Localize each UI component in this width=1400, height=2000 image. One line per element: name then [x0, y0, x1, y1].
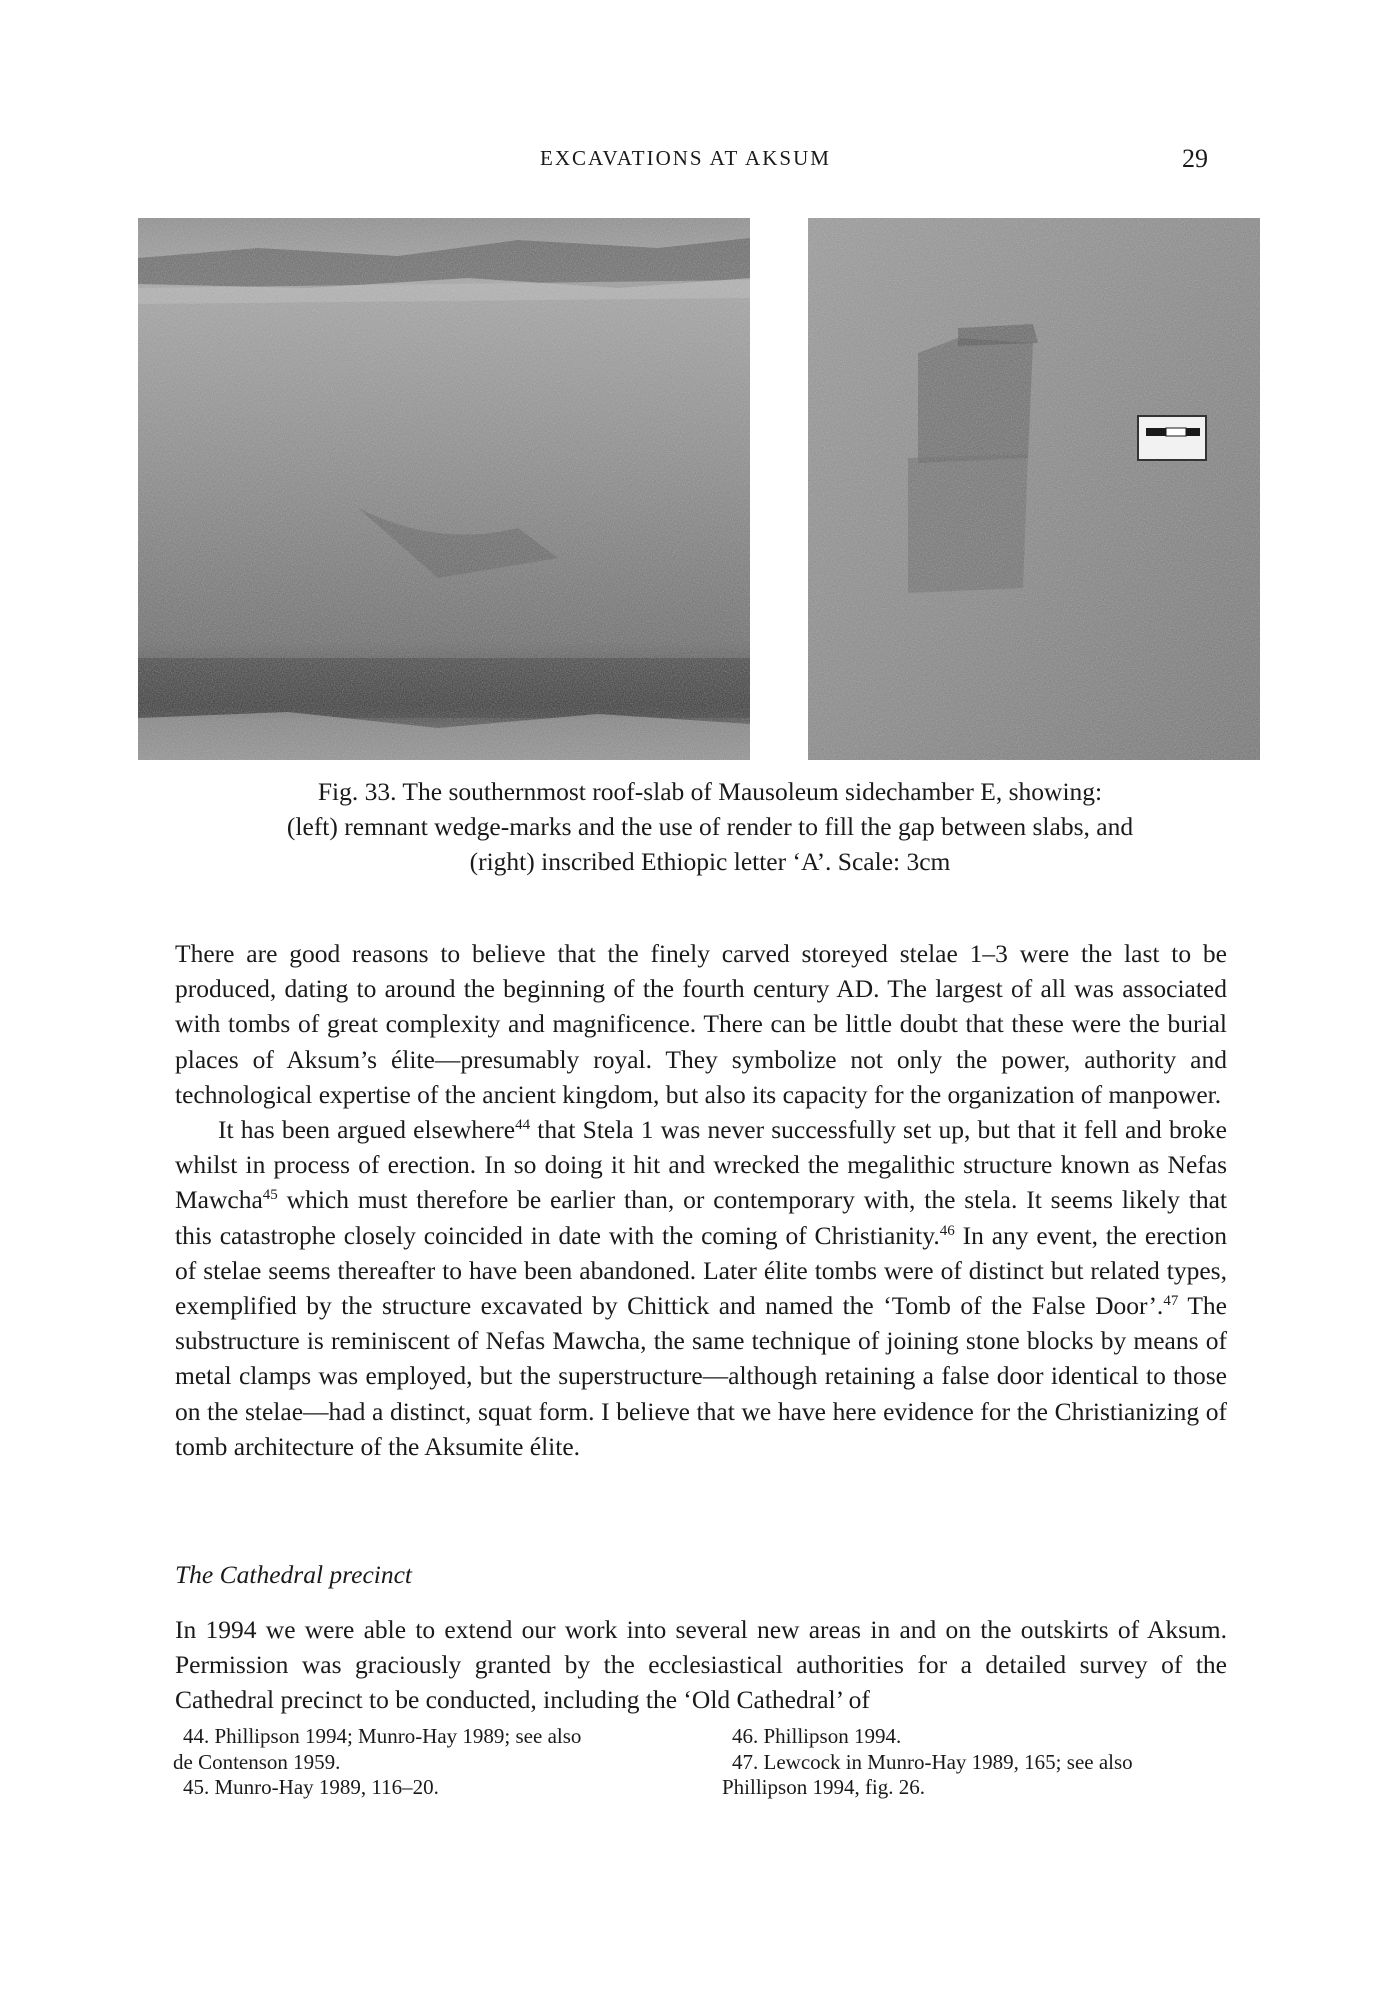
body-text [175, 936, 1227, 1464]
section-text [175, 1612, 1227, 1718]
footnote-44: 44. Phillipson 1994; Munro-Hay 1989; see also [183, 1724, 582, 1748]
figure-caption [200, 774, 1220, 879]
photo-inscribed-ethiopic-letter [808, 218, 1260, 760]
footnote-44-cont: de Contenson 1959. [173, 1749, 341, 1774]
footnote-47: 47. Lewcock in Munro-Hay 1989, 165; see also [732, 1749, 1133, 1774]
caption-line: Fig. 33. The southernmost roof-slab of Mausoleum sidechamber E, showing: [317, 777, 1103, 806]
running-head [0, 146, 1400, 180]
footnote-ref-45: 45 [262, 1187, 278, 1204]
caption-line: (left) remnant wedge-marks and the use of render to fill the gap between slabs, and [286, 812, 1134, 841]
paragraph-cathedral: In 1994 we were able to extend our work into several new areas in and on the outskirts of Aksum. Permission was graciously granted by the ecclesiastical authorities for a detailed survey of the Cathedral precinct to be conducted, including the ‘Old Cathedral’ of [175, 1615, 1227, 1715]
footnote-47-cont: Phillipson 1994, fig. 26. [722, 1775, 926, 1799]
caption-line: (right) inscribed Ethiopic letter ‘A’. Scale: 3cm [469, 847, 951, 876]
section-heading: The Cathedral precinct [175, 1560, 413, 1589]
footnote-ref-47: 47 [1163, 1293, 1179, 1310]
paragraph-stelae: There are good reasons to believe that the finely carved storeyed stelae 1–3 were the last to be produced, dating to around the beginning of the fourth century AD. The largest of all was associated with tombs of great complexity and magnificence. There can be little doubt that these were the burial places of Aksum’s élite—presumably royal. They symbolize not only the power, authority and technological expertise of the ancient kingdom, but also its capacity for the organization of manpower. [175, 939, 1227, 1109]
scale-bar [1138, 416, 1206, 460]
footnotes-right-column [722, 1724, 1232, 1801]
paragraph-stela-1: It has been argued elsewhere$^{44}$ that Stela 1 was never successfully set up, but that it fell and broke whilst in process of erection. In so doing it hit and wrecked the megalithic structure known as Nefas Mawcha$^{45}$ which must therefore be earlier than, or contemporary with, the stela. It seems likely that this catastrophe closely coincided in date with the coming of Christianity.$^{46}$ In any event, the erection of stelae seems thereafter to have been abandoned. Later élite tombs were of distinct but related types, exemplified by the structure excavated by Chittick and named the ‘Tomb of the False Door’.$^{47}$ The substructure is reminiscent of Nefas Mawcha, the same technique of joining stone blocks by means of metal clamps was employed, but the superstructure—although retaining a false door identical to those on the stelae—had a distinct, squat form. I believe that we have here evidence for the Christianizing of tomb architecture of the Aksumite élite. [175, 1115, 1228, 1461]
page-number: 29 [1182, 144, 1208, 173]
footnote-46: 46. Phillipson 1994. [732, 1724, 902, 1748]
running-title: EXCAVATIONS AT AKSUM [540, 146, 831, 170]
footnote-ref-46: 46 [939, 1222, 955, 1239]
footnotes-left-column [173, 1724, 683, 1801]
footnote-ref-44: 44 [515, 1117, 531, 1134]
photo-roof-slab-wedge-marks [138, 218, 750, 760]
footnote-45: 45. Munro-Hay 1989, 116–20. [183, 1775, 439, 1799]
footnotes [173, 1724, 1229, 1814]
